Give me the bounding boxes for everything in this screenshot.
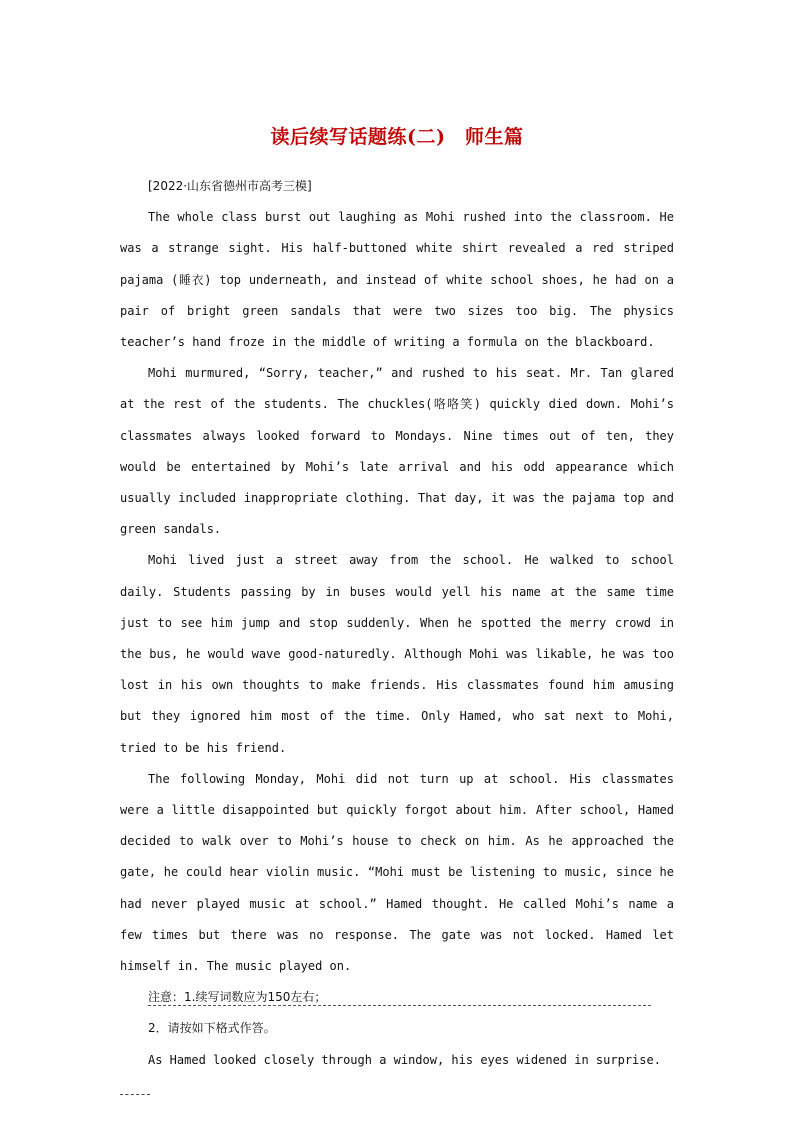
story-paragraph-2: Mohi murmured, “Sorry, teacher,” and rushed to his seat. Mr. Tan glared at the rest of the students. The chuckles(咯咯笑) quickly died down. Mohi’s classmates always looked forward to Mondays. Nine times out of ten, they would be entertained by Mohi’s late arrival and his odd appearance which usually included inappropriate clothing. That day, it was the pajama top and green sandals. [120, 366, 674, 537]
instruction-note-1: 注意：1.续写词数应为150左右； [148, 990, 327, 1005]
document-body [120, 171, 674, 1107]
instruction-note-2: 2．请按如下格式作答。 [148, 1021, 276, 1036]
story-paragraph-4: The following Monday, Mohi did not turn up at school. His classmates were a little disappointed but quickly forgot about him. After school, Hamed decided to walk over to Mohi’s house to check on him. As he approached the gate, he could hear violin music. “Mohi must be listening to music, since he had never played music at school.” Hamed thought. He called Mohi’s name a few times but there was no response. The gate was not locked. Hamed let himself in. The music played on. [120, 771, 674, 974]
story-paragraph-1: The whole class burst out laughing as Mohi rushed into the classroom. He was a strange sight. His half-buttoned white shirt revealed a red striped pajama (睡衣) top underneath, and instead of white school shoes, he had on a pair of bright green sandals that were two sizes too big. The physics teacher’s hand froze in the middle of writing a formula on the blackboard. [120, 210, 674, 350]
writing-blank-inline[interactable] [120, 1084, 150, 1095]
story-paragraph-3: Mohi lived just a street away from the school. He walked to school daily. Students passing by in buses would yell his name at the same time just to see him jump and stop suddenly. When he spotted the merry crowd in the bus, he would wave good-naturedly. Although Mohi was likable, he was too lost in his own thoughts to make friends. His classmates found him amusing but they ignored him most of the time. Only Hamed, who sat next to Mohi, tried to be his friend. [120, 553, 674, 755]
writing-answer-line[interactable] [148, 1005, 651, 1006]
continuation-start-sentence: As Hamed looked closely through a window, his eyes widened in surprise. [148, 1052, 661, 1067]
source-citation: [2022·山东省德州市高考三模] [148, 179, 312, 193]
page-title: 读后续写话题练(二) 师生篇 [270, 126, 524, 148]
continuation-paragraph [120, 1045, 674, 1107]
